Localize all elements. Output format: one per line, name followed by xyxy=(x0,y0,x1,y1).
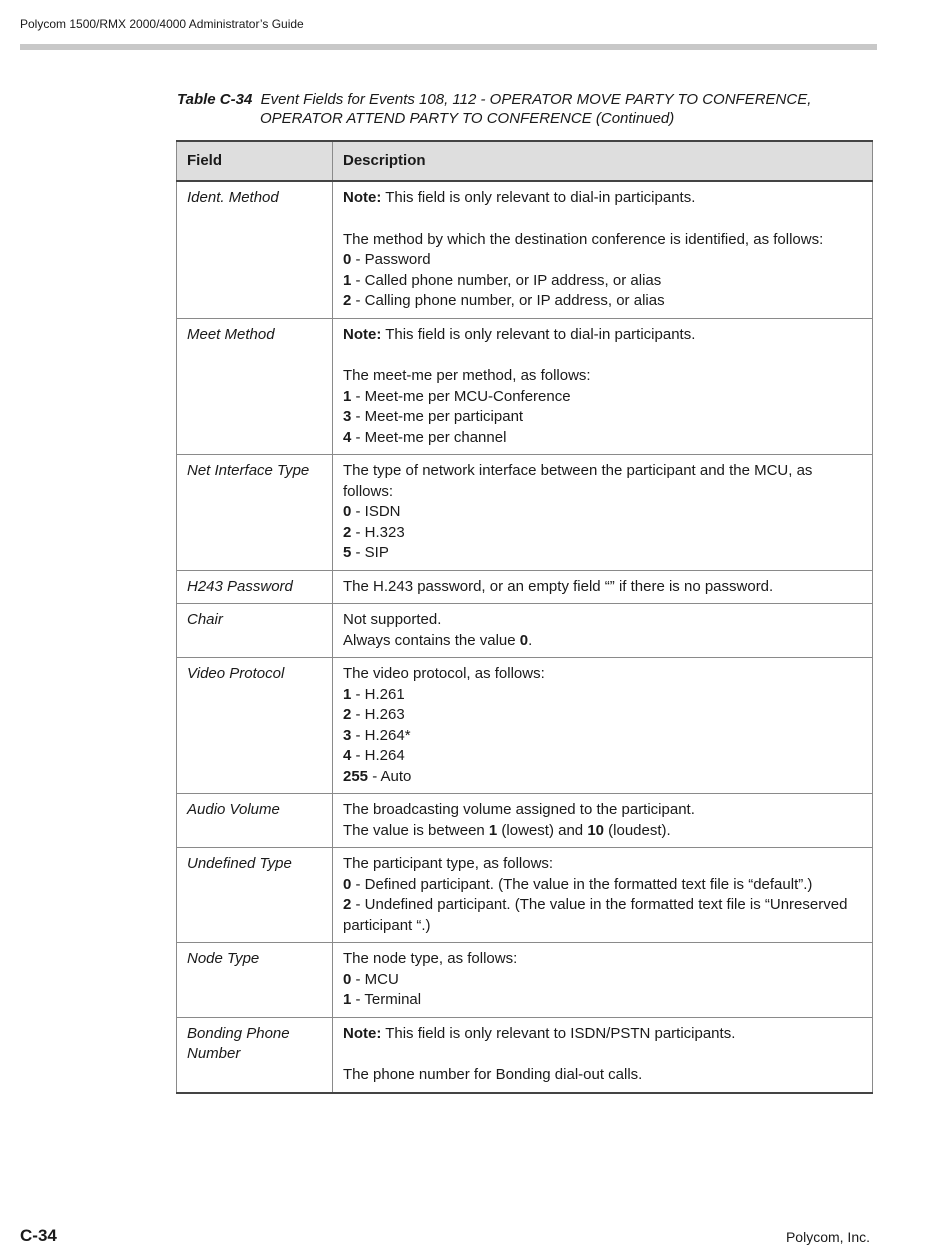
note-label: Note: xyxy=(343,325,382,343)
table-row xyxy=(177,794,873,848)
list-item: 5 - SIP xyxy=(343,544,389,561)
table-row xyxy=(177,1017,873,1093)
list-item: 3 - Meet-me per participant xyxy=(343,408,524,425)
field-name: Meet Method xyxy=(177,318,333,455)
list-item: 2 - Undefined participant. (The value in the formatted text file is “Unreserved participant “.) xyxy=(343,896,848,934)
field-description: Not supported. Always contains the value 0. xyxy=(333,604,873,658)
field-name: H243 Password xyxy=(177,570,333,604)
list-item: 0 - MCU xyxy=(343,970,399,988)
note-text: This field is only relevant to dial-in participants. xyxy=(381,325,696,343)
list-item: 0 - ISDN xyxy=(343,503,401,520)
list-item: 1 - Called phone number, or IP address, or alias xyxy=(343,271,662,289)
field-description xyxy=(333,848,873,943)
list-item: 4 - H.264 xyxy=(343,747,405,764)
note-label: Note: xyxy=(343,1024,382,1042)
field-description xyxy=(333,1017,873,1093)
field-name: Chair xyxy=(177,604,333,658)
header-rule xyxy=(20,44,877,50)
description-intro: The H.243 password, or an empty field “” if there is no password. xyxy=(343,577,774,595)
note-text: This field is only relevant to dial-in participants. xyxy=(381,189,696,206)
field-description xyxy=(333,318,873,455)
description-intro: The broadcasting volume assigned to the participant. xyxy=(343,801,695,818)
field-name: Audio Volume xyxy=(177,794,333,848)
description-intro: The video protocol, as follows: xyxy=(343,665,545,682)
list-item: 1 - Meet-me per MCU-Conference xyxy=(343,387,571,405)
field-name: Node Type xyxy=(177,943,333,1018)
field-description: The broadcasting volume assigned to the participant. The value is between 1 (lowest) and 10 (loudest). xyxy=(333,794,873,848)
table-header-row xyxy=(177,141,873,181)
column-header-field: Field xyxy=(177,141,333,181)
table-row xyxy=(177,181,873,318)
list-item: 3 - H.264* xyxy=(343,726,411,744)
field-name: Video Protocol xyxy=(177,658,333,794)
table-row xyxy=(177,570,873,604)
description-intro: Not supported. xyxy=(343,611,442,628)
table-row xyxy=(177,455,873,571)
list-item: 2 - H.323 xyxy=(343,523,405,541)
field-name: Ident. Method xyxy=(177,181,333,318)
description-intro: The node type, as follows: xyxy=(343,950,518,967)
caption-line-2: OPERATOR ATTEND PARTY TO CONFERENCE (Continued) xyxy=(260,110,675,127)
list-item: 0 - Password xyxy=(343,251,431,268)
event-fields-table xyxy=(176,140,873,1094)
list-item: 0 - Defined participant. (The value in the formatted text file is “default”.) xyxy=(343,875,813,893)
field-description xyxy=(333,181,873,318)
field-description xyxy=(333,455,873,571)
list-item: 255 - Auto xyxy=(343,767,412,785)
table-row xyxy=(177,604,873,658)
table-row xyxy=(177,658,873,794)
field-description xyxy=(333,570,873,604)
table-row xyxy=(177,848,873,943)
list-item: 2 - Calling phone number, or IP address, or alias xyxy=(343,292,665,309)
description-intro: The participant type, as follows: xyxy=(343,855,554,872)
description-intro: The method by which the destination conference is identified, as follows: xyxy=(343,230,824,248)
description-intro: The meet-me per method, as follows: xyxy=(343,367,591,384)
field-description xyxy=(333,658,873,794)
field-description xyxy=(333,943,873,1018)
list-item: 1 - H.261 xyxy=(343,685,405,703)
list-item: 2 - H.263 xyxy=(343,706,405,723)
table-row xyxy=(177,943,873,1018)
description-intro: The phone number for Bonding dial-out calls. xyxy=(343,1066,643,1083)
field-name: Undefined Type xyxy=(177,848,333,943)
table-caption xyxy=(177,90,877,128)
description-intro: The type of network interface between the participant and the MCU, as follows: xyxy=(343,462,813,500)
column-header-description: Description xyxy=(333,141,873,181)
list-item: 4 - Meet-me per channel xyxy=(343,428,507,446)
note-label: Note: xyxy=(343,189,382,206)
note-text: This field is only relevant to ISDN/PSTN participants. xyxy=(381,1024,736,1042)
caption-line-1: Event Fields for Events 108, 112 - OPERATOR MOVE PARTY TO CONFERENCE, xyxy=(260,91,812,108)
field-name: Bonding Phone Number xyxy=(177,1017,333,1093)
table-row xyxy=(177,318,873,455)
caption-label: Table C-34 xyxy=(177,91,253,108)
running-header: Polycom 1500/RMX 2000/4000 Administrator’s Guide xyxy=(20,17,304,31)
field-name: Net Interface Type xyxy=(177,455,333,571)
page-number: C-34 xyxy=(20,1226,57,1245)
list-item: 1 - Terminal xyxy=(343,991,422,1008)
footer-company: Polycom, Inc. xyxy=(785,1229,870,1245)
